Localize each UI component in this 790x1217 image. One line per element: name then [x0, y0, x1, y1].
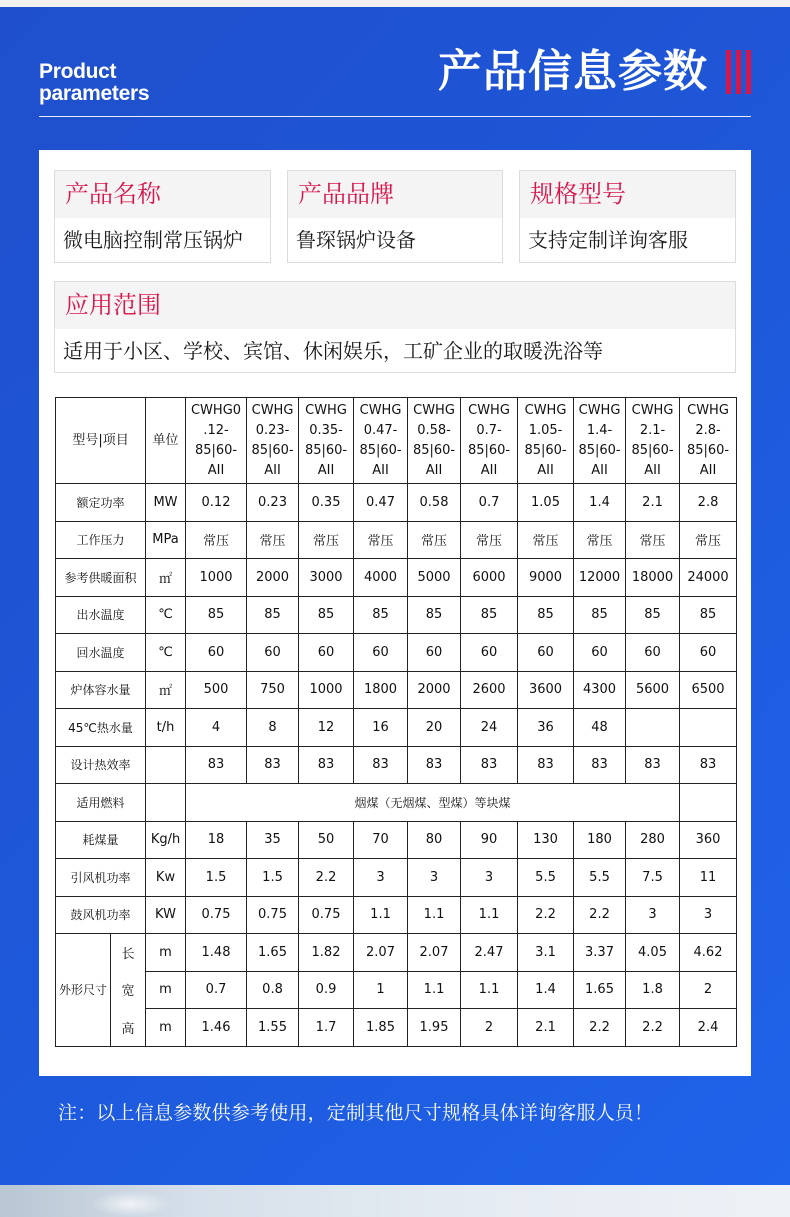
row-unit: t/h	[146, 709, 186, 747]
table-cell: 8	[247, 709, 299, 747]
model-header-line: AII	[699, 462, 717, 478]
english-title-line1: Product	[39, 60, 117, 83]
model-header	[680, 398, 737, 484]
row-unit: m	[146, 1009, 186, 1047]
table-cell: 83	[626, 746, 680, 784]
table-cell: 24000	[680, 559, 737, 597]
model-header-line: CWHG	[524, 402, 567, 418]
table-cell: 0.8	[247, 971, 299, 1009]
card-value: 适用于小区、学校、宾馆、休闲娱乐，工矿企业的取暖洗浴等	[63, 339, 603, 363]
table-cell: 83	[354, 746, 408, 784]
table-cell: 2000	[247, 559, 299, 597]
model-header-line: 0.47-	[363, 422, 398, 438]
table-cell: 0.75	[299, 896, 354, 934]
table-cell: 1.55	[247, 1009, 299, 1047]
model-header	[299, 398, 354, 484]
table-cell: 12000	[574, 559, 626, 597]
table-cell: 16	[354, 709, 408, 747]
card-value: 支持定制详询客服	[528, 228, 688, 252]
row-unit: ℃	[146, 596, 186, 634]
table-cell: 3	[408, 859, 461, 897]
table-cell: 1.4	[574, 484, 626, 522]
table-cell: 35	[247, 821, 299, 859]
table-cell: 70	[354, 821, 408, 859]
table-cell: 90	[461, 821, 518, 859]
card-label: 产品名称	[55, 171, 270, 218]
row-label: 耗煤量	[56, 821, 146, 859]
table-cell: 60	[408, 634, 461, 672]
english-title-line2: parameters	[39, 82, 150, 105]
model-header-line: CWHG	[578, 402, 621, 418]
table-cell: 0.9	[299, 971, 354, 1009]
table-row-dimension	[56, 971, 737, 1009]
model-header-line: 0.7-	[476, 422, 502, 438]
table-cell: 60	[518, 634, 574, 672]
card-label: 应用范围	[55, 282, 735, 329]
table-cell: 83	[680, 746, 737, 784]
table-cell: 83	[186, 746, 247, 784]
table-cell: 2.8	[680, 484, 737, 522]
model-header-line: 0.58-	[417, 422, 451, 438]
model-header	[354, 398, 408, 484]
table-row	[56, 634, 737, 672]
model-header-line: 85|60-	[631, 442, 674, 458]
table-row	[56, 521, 737, 559]
row-label: 回水温度	[56, 634, 146, 672]
table-cell: 1.1	[408, 971, 461, 1009]
table-cell: 常压	[186, 521, 247, 559]
table-header-row	[56, 398, 737, 484]
table-cell: 83	[518, 746, 574, 784]
table-cell: 5.5	[518, 859, 574, 897]
table-cell: 1.65	[574, 971, 626, 1009]
model-header-line: CWHG0	[190, 402, 242, 418]
english-title	[39, 61, 149, 105]
model-header-line: 85|60-	[412, 442, 456, 458]
table-cell: 1000	[299, 671, 354, 709]
model-header-line: AII	[425, 462, 443, 478]
model-header-line: AII	[537, 462, 554, 478]
model-header	[186, 398, 247, 484]
table-cell: 85	[247, 596, 299, 634]
dimension-group-label: 外形尺寸	[56, 934, 111, 1047]
table-cell: 常压	[354, 521, 408, 559]
table-cell: 60	[461, 634, 518, 672]
table-cell: 2.2	[574, 1009, 626, 1047]
table-row	[56, 821, 737, 859]
table-cell: 7.5	[626, 859, 680, 897]
model-header-line: CWHG	[468, 402, 510, 418]
row-unit: Kw	[146, 859, 186, 897]
table-cell: 2.1	[518, 1009, 574, 1047]
table-cell: 9000	[518, 559, 574, 597]
model-header	[574, 398, 626, 484]
model-header-line: AII	[644, 462, 661, 478]
table-cell: 1.1	[354, 896, 408, 934]
model-header-line: 0.23-	[255, 422, 290, 438]
row-label: 设计热效率	[56, 746, 146, 784]
table-cell	[626, 709, 680, 747]
table-cell: 1	[354, 971, 408, 1009]
model-header-line: 1.05-	[528, 422, 563, 438]
table-cell: 12	[299, 709, 354, 747]
row-label: 鼓风机功率	[56, 896, 146, 934]
model-header	[461, 398, 518, 484]
row-label: 额定功率	[56, 484, 146, 522]
table-cell: 85	[461, 596, 518, 634]
red-bars-icon	[726, 50, 752, 94]
table-cell: 2000	[408, 671, 461, 709]
table-cell: 5600	[626, 671, 680, 709]
model-header-line: 85|60-	[578, 442, 621, 458]
table-cell: 85	[186, 596, 247, 634]
table-cell: 83	[574, 746, 626, 784]
table-cell: 2.07	[408, 934, 461, 972]
fuel-value: 烟煤（无烟煤、型煤）等块煤	[186, 784, 680, 822]
table-cell: 60	[354, 634, 408, 672]
model-header-line: 85|60-	[524, 442, 567, 458]
card-model-spec	[519, 170, 736, 263]
dimension-sub-label: 宽	[111, 971, 146, 1009]
table-cell: 180	[574, 821, 626, 859]
model-header-line: AII	[372, 462, 389, 478]
table-cell: 36	[518, 709, 574, 747]
top-strip	[0, 0, 790, 7]
table-cell: 5000	[408, 559, 461, 597]
row-unit: ㎡	[146, 671, 186, 709]
table-cell: 0.58	[408, 484, 461, 522]
header-divider	[39, 116, 751, 117]
table-cell: 1.7	[299, 1009, 354, 1047]
table-cell: 280	[626, 821, 680, 859]
table-cell: 常压	[518, 521, 574, 559]
table-cell: 0.75	[186, 896, 247, 934]
table-cell: 2.07	[354, 934, 408, 972]
model-header	[247, 398, 299, 484]
table-cell: 85	[354, 596, 408, 634]
model-header-line: CWHG	[631, 402, 674, 418]
table-cell: 3.37	[574, 934, 626, 972]
model-header-line: AII	[317, 462, 335, 478]
table-cell: 83	[408, 746, 461, 784]
table-row	[56, 596, 737, 634]
table-cell: 1.8	[626, 971, 680, 1009]
table-cell: 1800	[354, 671, 408, 709]
model-header-line: 85|60-	[359, 442, 402, 458]
table-cell: 5.5	[574, 859, 626, 897]
table-cell: 3600	[518, 671, 574, 709]
row-unit: m	[146, 971, 186, 1009]
table-cell: 1.82	[299, 934, 354, 972]
corner-label: 型号|项目	[56, 398, 146, 484]
table-cell: 18000	[626, 559, 680, 597]
row-unit: MW	[146, 484, 186, 522]
row-unit: MPa	[146, 521, 186, 559]
table-cell: 2.2	[299, 859, 354, 897]
model-header	[518, 398, 574, 484]
table-cell	[680, 709, 737, 747]
row-label: 炉体容水量	[56, 671, 146, 709]
table-cell: 1.46	[186, 1009, 247, 1047]
table-row	[56, 484, 737, 522]
table-cell: 0.47	[354, 484, 408, 522]
dimension-sub-label: 高	[111, 1009, 146, 1047]
table-cell: 85	[680, 596, 737, 634]
row-label: 出水温度	[56, 596, 146, 634]
table-cell: 4	[186, 709, 247, 747]
row-label: 45℃热水量	[56, 709, 146, 747]
model-header-line: 1.4-	[586, 422, 613, 438]
card-product-name	[54, 170, 271, 263]
table-cell: 1.05	[518, 484, 574, 522]
table-cell: 85	[299, 596, 354, 634]
model-header-line: 2.1-	[639, 422, 666, 438]
page-title: 产品信息参数	[438, 46, 708, 97]
model-header-line: 2.8-	[695, 422, 721, 438]
table-cell: 4300	[574, 671, 626, 709]
model-header-line: 85|60-	[686, 442, 730, 458]
table-cell: 0.7	[461, 484, 518, 522]
table-cell: 360	[680, 821, 737, 859]
table-cell: 常压	[680, 521, 737, 559]
model-header-line: 85|60-	[304, 442, 348, 458]
table-cell: 1.48	[186, 934, 247, 972]
table-cell: 1.65	[247, 934, 299, 972]
table-cell: 2.47	[461, 934, 518, 972]
card-label: 产品品牌	[288, 171, 502, 218]
table-cell: 0.23	[247, 484, 299, 522]
table-cell: 1.4	[518, 971, 574, 1009]
row-unit: ℃	[146, 634, 186, 672]
table-cell: 83	[461, 746, 518, 784]
model-header-line: AII	[480, 462, 498, 478]
row-unit: Kg/h	[146, 821, 186, 859]
row-unit: KW	[146, 896, 186, 934]
table-cell: 1000	[186, 559, 247, 597]
model-header-line: CWHG	[687, 402, 729, 418]
table-cell: 0.12	[186, 484, 247, 522]
table-cell: 83	[247, 746, 299, 784]
table-cell: 3	[680, 896, 737, 934]
table-row-fuel	[56, 784, 737, 822]
table-cell: 6500	[680, 671, 737, 709]
card-application-scope	[54, 281, 736, 373]
table-cell: 2	[461, 1009, 518, 1047]
row-unit	[146, 746, 186, 784]
table-cell: 1.1	[461, 971, 518, 1009]
table-cell: 85	[626, 596, 680, 634]
table-row	[56, 559, 737, 597]
model-header-line: CWHG	[305, 402, 347, 418]
table-cell: 85	[574, 596, 626, 634]
table-cell: 11	[680, 859, 737, 897]
table-row	[56, 859, 737, 897]
table-cell: 3	[354, 859, 408, 897]
table-row	[56, 896, 737, 934]
card-value: 微电脑控制常压锅炉	[63, 228, 243, 252]
model-header	[626, 398, 680, 484]
card-value: 鲁琛锅炉设备	[296, 228, 416, 252]
table-row	[56, 671, 737, 709]
table-cell: 3	[461, 859, 518, 897]
table-cell: 0.7	[186, 971, 247, 1009]
spec-table	[55, 397, 737, 1047]
row-unit	[146, 784, 186, 822]
table-cell: 1.1	[461, 896, 518, 934]
table-cell: 1.85	[354, 1009, 408, 1047]
table-cell: 60	[247, 634, 299, 672]
model-header-line: CWHG	[251, 402, 294, 418]
table-cell: 60	[574, 634, 626, 672]
table-cell: 1.95	[408, 1009, 461, 1047]
table-cell: 80	[408, 821, 461, 859]
table-cell: 常压	[299, 521, 354, 559]
table-cell: 85	[408, 596, 461, 634]
table-cell: 500	[186, 671, 247, 709]
table-cell: 48	[574, 709, 626, 747]
table-cell: 3	[626, 896, 680, 934]
table-row-dimension	[56, 934, 737, 972]
table-cell: 60	[626, 634, 680, 672]
table-cell: 60	[680, 634, 737, 672]
model-header-line: 0.35-	[309, 422, 343, 438]
table-cell: 60	[186, 634, 247, 672]
table-cell: 130	[518, 821, 574, 859]
table-cell: 20	[408, 709, 461, 747]
table-cell: 18	[186, 821, 247, 859]
table-cell: 常压	[247, 521, 299, 559]
row-label: 参考供暖面积	[56, 559, 146, 597]
table-cell: 60	[299, 634, 354, 672]
table-cell: 2.1	[626, 484, 680, 522]
model-header-line: 85|60-	[194, 442, 238, 458]
table-cell: 50	[299, 821, 354, 859]
table-cell: 常压	[408, 521, 461, 559]
table-cell: 常压	[574, 521, 626, 559]
table-cell: 2	[680, 971, 737, 1009]
model-header	[408, 398, 461, 484]
card-label: 规格型号	[520, 171, 735, 218]
table-cell: 2600	[461, 671, 518, 709]
row-label: 引风机功率	[56, 859, 146, 897]
table-cell: 85	[518, 596, 574, 634]
row-label: 适用燃料	[56, 784, 146, 822]
table-cell: 2.4	[680, 1009, 737, 1047]
table-cell	[680, 784, 737, 822]
card-product-brand	[287, 170, 503, 263]
table-cell: 3.1	[518, 934, 574, 972]
table-cell: 83	[299, 746, 354, 784]
model-header-line: .12-	[203, 422, 229, 438]
model-header-line: CWHG	[413, 402, 455, 418]
model-header-line: 85|60-	[467, 442, 511, 458]
model-header-line: CWHG	[359, 402, 402, 418]
table-cell: 24	[461, 709, 518, 747]
table-cell: 1.5	[186, 859, 247, 897]
model-header-line: AII	[264, 462, 281, 478]
table-cell: 常压	[626, 521, 680, 559]
table-row	[56, 709, 737, 747]
dimension-sub-label: 长	[111, 934, 146, 972]
table-cell: 750	[247, 671, 299, 709]
table-cell: 1.5	[247, 859, 299, 897]
model-header-line: AII	[207, 462, 225, 478]
row-unit: ㎡	[146, 559, 186, 597]
table-row-dimension	[56, 1009, 737, 1047]
model-header-line: 85|60-	[251, 442, 294, 458]
table-cell: 4000	[354, 559, 408, 597]
table-cell: 2.2	[626, 1009, 680, 1047]
table-row	[56, 746, 737, 784]
sky-image-strip	[0, 1185, 790, 1217]
table-cell: 6000	[461, 559, 518, 597]
table-cell: 2.2	[574, 896, 626, 934]
unit-header: 单位	[146, 398, 186, 484]
row-unit: m	[146, 934, 186, 972]
table-cell: 0.35	[299, 484, 354, 522]
row-label: 工作压力	[56, 521, 146, 559]
model-header-line: AII	[591, 462, 608, 478]
table-cell: 1.1	[408, 896, 461, 934]
footnote: 注：以上信息参数供参考使用，定制其他尺寸规格具体详询客服人员！	[58, 1102, 654, 1124]
table-cell: 4.62	[680, 934, 737, 972]
table-cell: 2.2	[518, 896, 574, 934]
table-cell: 3000	[299, 559, 354, 597]
table-cell: 0.75	[247, 896, 299, 934]
table-cell: 4.05	[626, 934, 680, 972]
table-cell: 常压	[461, 521, 518, 559]
